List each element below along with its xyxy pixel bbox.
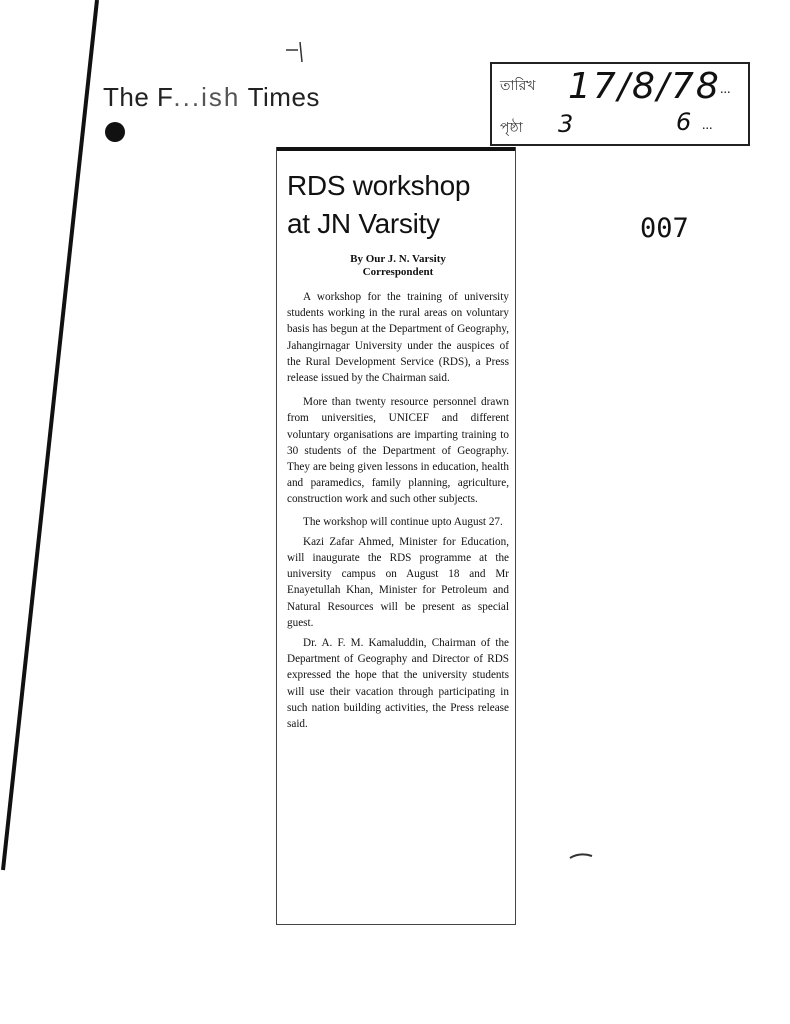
article-byline	[287, 253, 509, 279]
document-number: 007	[640, 213, 689, 244]
newspaper-masthead	[103, 82, 320, 113]
clipping-top-rule	[277, 147, 515, 151]
headline-line2: at JN Varsity	[287, 208, 440, 239]
news-clipping	[276, 147, 516, 925]
masthead-part2: ...ish	[173, 82, 241, 112]
article-headline	[287, 167, 509, 243]
article-paragraph: The workshop will continue upto August 27.	[303, 515, 503, 528]
date-label: তারিখ	[500, 78, 536, 94]
page-value: 3	[558, 110, 574, 138]
byline-line1: By Our J. N. Varsity	[350, 253, 446, 265]
article-paragraph: Kazi Zafar Ahmed, Minister for Education, will inaugurate the RDS programme at the university campus on August 18 and Mr Enayetullah Khan, Minister for Petroleum and Natural Resources will be present as special guest.	[287, 535, 509, 629]
punch-hole-mark	[105, 122, 125, 142]
article-paragraph: Dr. A. F. M. Kamaluddin, Chairman of the Department of Geography and Director of RDS expressed the hope that the university students will use their vacation through participating in such nation building activities, the Press release said.	[287, 637, 509, 731]
column-dots: ...	[702, 118, 713, 133]
date-stamp	[490, 62, 750, 146]
date-dots: ...	[720, 82, 731, 97]
masthead-part1: The F	[103, 82, 174, 112]
article-paragraph: A workshop for the training of university students working in the rural areas on voluntary basis has begun at the Department of Geography, Jahangirnagar University under the auspices of the Rural Development Service (RDS), a Press release issued by the Chairman said.	[287, 291, 509, 385]
column-value: 6	[676, 108, 692, 136]
headline-line1: RDS workshop	[287, 170, 471, 201]
date-value: 17/8/78	[568, 66, 721, 107]
article-body	[287, 289, 509, 732]
byline-line2: Correspondent	[362, 266, 434, 278]
article-paragraph: More than twenty resource personnel drawn from universities, UNICEF and different voluntary organisations are imparting training to 30 students of the Department of Geography. They are being given lessons in education, health and paramedics, family planning, agriculture, construction work and such other subjects.	[287, 396, 509, 506]
page-label: পৃষ্ঠা	[500, 120, 523, 136]
masthead-part3: Times	[247, 82, 320, 112]
